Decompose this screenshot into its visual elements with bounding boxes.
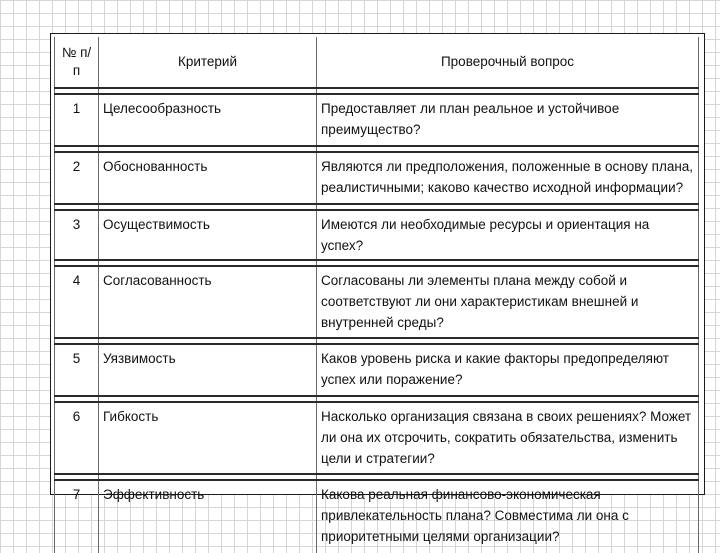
row-number: 5 [55,344,99,396]
header-criterion: Критерий [99,37,317,88]
row-number: 6 [55,402,99,474]
table-row [55,344,699,396]
table-row [55,480,699,553]
row-question: Имеются ли необходимые ресурсы и ориентация на успех? [317,210,699,260]
row-question: Насколько организация связана в своих решениях? Может ли она их отсрочить, сократить обязательства, изменить цели и стратегии? [317,402,699,474]
header-number: № п/п [55,37,99,88]
table-row [55,152,699,204]
row-criterion: Целесообразность [99,94,317,146]
row-number: 3 [55,210,99,260]
row-criterion: Согласованность [99,266,317,338]
slide-sheet [50,33,705,544]
row-question: Какова реальная финансово-экономическая привлекательность плана? Совместима ли она с приоритетными целями организации? [317,480,699,553]
row-question: Каков уровень риска и какие факторы предопределяют успех или поражение? [317,344,699,396]
table-header-row [55,37,699,88]
row-criterion: Обоснованность [99,152,317,204]
row-criterion: Эффективность [99,480,317,553]
table-row [55,266,699,338]
table-row [55,210,699,260]
row-question: Согласованы ли элементы плана между собой и соответствуют ли они характеристикам внешней и внутренней среды? [317,266,699,338]
row-number: 1 [55,94,99,146]
row-number: 4 [55,266,99,338]
row-question: Предоставляет ли план реальное и устойчивое преимущество? [317,94,699,146]
row-criterion: Осуществимость [99,210,317,260]
header-question: Проверочный вопрос [317,37,699,88]
criteria-table [54,37,699,553]
row-criterion: Уязвимость [99,344,317,396]
table-row [55,94,699,146]
row-criterion: Гибкость [99,402,317,474]
row-number: 7 [55,480,99,553]
row-number: 2 [55,152,99,204]
table-row [55,402,699,474]
row-question: Являются ли предположения, положенные в основу плана, реалистичными; каково качество исходной информации? [317,152,699,204]
